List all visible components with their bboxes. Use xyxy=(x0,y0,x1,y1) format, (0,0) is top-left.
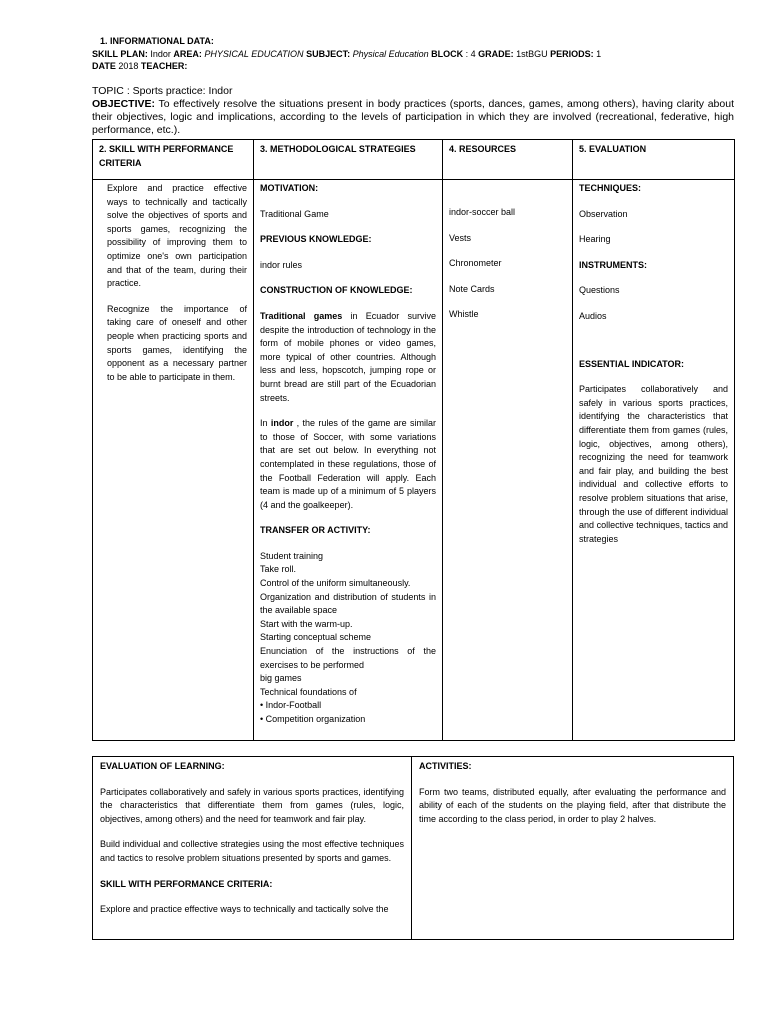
periods-label: PERIODS: xyxy=(550,48,594,59)
skill-plan-value: Indor xyxy=(147,48,174,59)
indor-bold: indor xyxy=(270,418,294,429)
motivation-value: Traditional Game xyxy=(260,208,329,219)
header-skill: 2. SKILL WITH PERFORMANCE CRITERIA xyxy=(93,140,254,180)
date-label: DATE xyxy=(92,61,116,71)
table-body-row xyxy=(93,180,735,741)
skill-plan-line xyxy=(92,48,732,61)
motivation-label: MOTIVATION: xyxy=(260,183,319,193)
evaluation-cell xyxy=(573,180,735,741)
objective-text: To effectively resolve the situations present in body practices (sports, dances, games, among others), having clarity about their objectives, logic and implications, according to the levels of participation in which they are involved (recreational, federative, high performance, etc.). xyxy=(92,98,734,137)
previous-knowledge-value: indor rules xyxy=(260,259,303,270)
informational-data-header xyxy=(92,35,732,73)
instruments-label: INSTRUMENTS: xyxy=(579,259,647,270)
essential-indicator-label: ESSENTIAL INDICATOR: xyxy=(579,358,685,369)
skill-paragraph: Explore and practice effective ways to technically and tactically solve the objectives of sports and sports games, recognizing the possibility of improving them to optimize one's own participation and that of the team, during their practice. xyxy=(107,183,247,289)
activity-item: big games xyxy=(260,673,302,684)
grade-value: 1stBGU xyxy=(513,48,551,59)
essential-indicator-text: Participates collaboratively and safely in various sports practices, identifying the characteristics that differentiate them from games (rules, logic, objectives, among others), recognizing the need for teamwork and fair play, and building the best individual and collective efforts to resolve problem situations that arise, through the use of different individual and collective techniques, tactics and strategies xyxy=(579,384,728,544)
activity-item: Organization and distribution of students in the available space xyxy=(260,591,436,616)
skill-performance-text: Explore and practice effective ways to technically and tactically solve the xyxy=(100,904,389,915)
construction-label: CONSTRUCTION OF KNOWLEDGE: xyxy=(260,285,413,296)
resource-item: indor-soccer ball xyxy=(449,207,516,217)
evaluation-activities-table xyxy=(92,756,734,940)
skill-cell xyxy=(93,180,254,741)
lesson-plan-table xyxy=(92,139,735,741)
activity-item: Student training xyxy=(260,550,324,561)
activities-label: ACTIVITIES: xyxy=(419,761,472,771)
evaluation-of-learning-cell xyxy=(93,757,412,940)
topic-value: : Sports practice: Indor xyxy=(123,85,233,97)
block-value: : 4 xyxy=(463,48,479,59)
header-resources: 4. RESOURCES xyxy=(443,140,573,180)
header-strategies: 3. METHODOLOGICAL STRATEGIES xyxy=(254,140,443,180)
block-label: BLOCK xyxy=(431,48,464,59)
header-evaluation: 5. EVALUATION xyxy=(573,140,735,180)
subject-value: Physical Education xyxy=(350,48,432,59)
traditional-games-paragraph xyxy=(260,310,436,405)
indor-paragraph xyxy=(260,417,436,512)
objective-paragraph xyxy=(92,98,734,138)
periods-value: 1 xyxy=(593,48,602,59)
skill-plan-label: SKILL PLAN: xyxy=(92,48,148,59)
activity-item: • Competition organization xyxy=(260,714,366,724)
objective-label: OBJECTIVE: xyxy=(92,98,156,110)
activity-item: Start with the warm-up. xyxy=(260,618,353,629)
activity-item: Starting conceptual scheme xyxy=(260,632,372,643)
traditional-games-bold: Traditional games xyxy=(260,310,343,321)
strategies-cell xyxy=(254,180,443,741)
area-label: AREA: xyxy=(173,48,202,59)
resource-item: Chronometer xyxy=(449,258,502,269)
activity-item: Technical foundations of xyxy=(260,686,357,697)
technique-item: Hearing xyxy=(579,234,611,245)
evaluation-of-learning-label: EVALUATION OF LEARNING: xyxy=(100,761,225,771)
evaluation-paragraph: Build individual and collective strategies using the most effective techniques and tactics to resolve problem situations presented by sports and games. xyxy=(100,839,404,863)
topic-line xyxy=(92,85,732,98)
skill-performance-label: SKILL WITH PERFORMANCE CRITERIA: xyxy=(100,878,273,889)
traditional-games-text: in Ecuador survive despite the introduction of technology in the form of mobile phones or video games, more typical of other countries. Although less and less, hopscotch, jumping rope or burnt bread are still part of the Ecuadorian streets. xyxy=(260,310,436,403)
topic-label: TOPIC xyxy=(92,85,124,97)
subject-label: SUBJECT: xyxy=(306,48,351,59)
resources-cell xyxy=(443,180,573,741)
activity-item: Enunciation of the instructions of the exercises to be performed xyxy=(260,646,436,670)
activities-cell xyxy=(412,757,734,940)
indor-pre: In xyxy=(260,418,271,429)
date-value: 2018 xyxy=(115,61,141,71)
activity-item: • Indor-Football xyxy=(260,700,322,711)
grade-label: GRADE: xyxy=(478,48,514,59)
resource-item: Vests xyxy=(449,232,472,243)
resource-item: Whistle xyxy=(449,309,479,320)
area-value: PHYSICAL EDUCATION xyxy=(201,48,307,59)
date-teacher-line xyxy=(92,60,732,73)
informational-data-title: 1. INFORMATIONAL DATA: xyxy=(100,36,214,46)
previous-knowledge-label: PREVIOUS KNOWLEDGE: xyxy=(260,234,372,245)
instrument-item: Questions xyxy=(579,285,620,296)
transfer-label: TRANSFER OR ACTIVITY: xyxy=(260,525,371,536)
resource-item: Note Cards xyxy=(449,283,495,294)
activity-item: Take roll. xyxy=(260,564,297,575)
activities-text: Form two teams, distributed equally, after evaluating the performance and ability of each of the students on the playing field, after that distribute the time according to the class period, in order to play 2 halves. xyxy=(419,786,726,824)
technique-item: Observation xyxy=(579,208,628,219)
activity-item: Control of the uniform simultaneously. xyxy=(260,578,411,589)
table-header-row xyxy=(93,140,735,180)
bottom-row xyxy=(93,757,734,940)
teacher-label: TEACHER: xyxy=(140,61,188,71)
instrument-item: Audios xyxy=(579,310,607,321)
evaluation-paragraph: Participates collaboratively and safely in various sports practices, identifying the characteristics that differentiate them from games (rules, logic, objectives, among others) and the need for teamwork and fair play. xyxy=(100,786,404,824)
skill-paragraph: Recognize the importance of taking care of oneself and other people when practicing sports and sports games, identifying the opponent as a necessary partner to be able to participate in them. xyxy=(107,303,247,382)
indor-text: , the rules of the game are similar to those of Soccer, with some variations that are set out below. In everything not contemplated in these regulations, those of the Football Federation will apply. Each team is made up of a minimum of 5 players (4 and the goalkeeper). xyxy=(260,418,437,510)
techniques-label: TECHNIQUES: xyxy=(579,183,642,193)
